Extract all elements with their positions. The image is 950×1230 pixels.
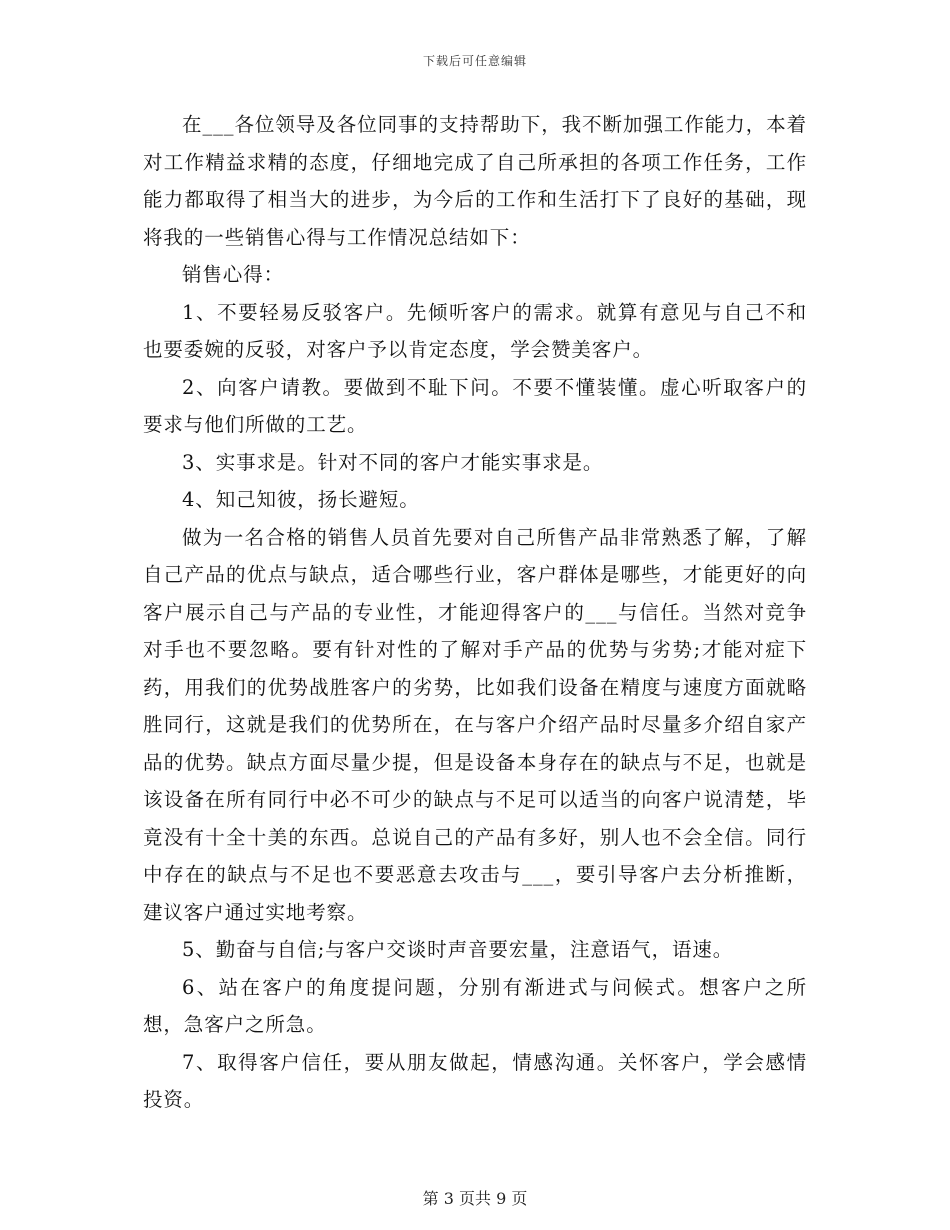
- list-item: 7、取得客户信任，要从朋友做起，情感沟通。关怀客户，学会感情投资。: [143, 1050, 807, 1111]
- document-body: [143, 106, 807, 1119]
- intro-paragraph: 在___各位领导及各位同事的支持帮助下，我不断加强工作能力，本着对工作精益求精的态度，仔细地完成了自己所承担的各项工作任务，工作能力都取得了相当大的进步，为今后的工作和生活打下了良好的基础，现将我的一些销售心得与工作情况总结如下：: [143, 113, 807, 249]
- page-header: 下载后可任意编辑: [422, 54, 527, 68]
- section-heading: 销售心得：: [182, 263, 285, 286]
- list-item: 6、站在客户的角度提问题，分别有渐进式与问候式。想客户之所想，急客户之所急。: [143, 975, 807, 1036]
- list-item: 4、知己知彼，扬长避短。: [182, 488, 420, 511]
- list-item: 5、勤奋与自信;与客户交谈时声音要宏量，注意语气，语速。: [182, 938, 734, 961]
- page-number: 第 3 页共 9 页: [422, 1189, 528, 1208]
- list-item: 1、不要轻易反驳客户。先倾听客户的需求。就算有意见与自己不和也要委婉的反驳，对客户予以肯定态度，学会赞美客户。: [143, 300, 807, 361]
- list-item: 3、实事求是。针对不同的客户才能实事求是。: [182, 450, 604, 474]
- list-item: 2、向客户请教。要做到不耻下问。不要不懂装懂。虚心听取客户的要求与他们所做的工艺。: [143, 375, 807, 436]
- body-paragraph: 做为一名合格的销售人员首先要对自己所售产品非常熟悉了解，了解自己产品的优点与缺点，适合哪些行业，客户群体是哪些，才能更好的向客户展示自己与产品的专业性，才能迎得客户的___与信任。当然对竞争对手也不要忽略。要有针对性的了解对手产品的优势与劣势;才能对症下药，用我们的优势战胜客户的劣势，比如我们设备在精度与速度方面就略胜同行，这就是我们的优势所在，在与客户介绍产品时尽量多介绍自家产品的优势。缺点方面尽量少提，但是设备本身存在的缺点与不足，也就是该设备在所有同行中必不可少的缺点与不足可以适当的向客户说清楚，毕竟没有十全十美的东西。总说自己的产品有多好，别人也不会全信。同行中存在的缺点与不足也不要恶意去攻击与___，要引导客户去分析推断，建议客户通过实地考察。: [143, 525, 807, 924]
